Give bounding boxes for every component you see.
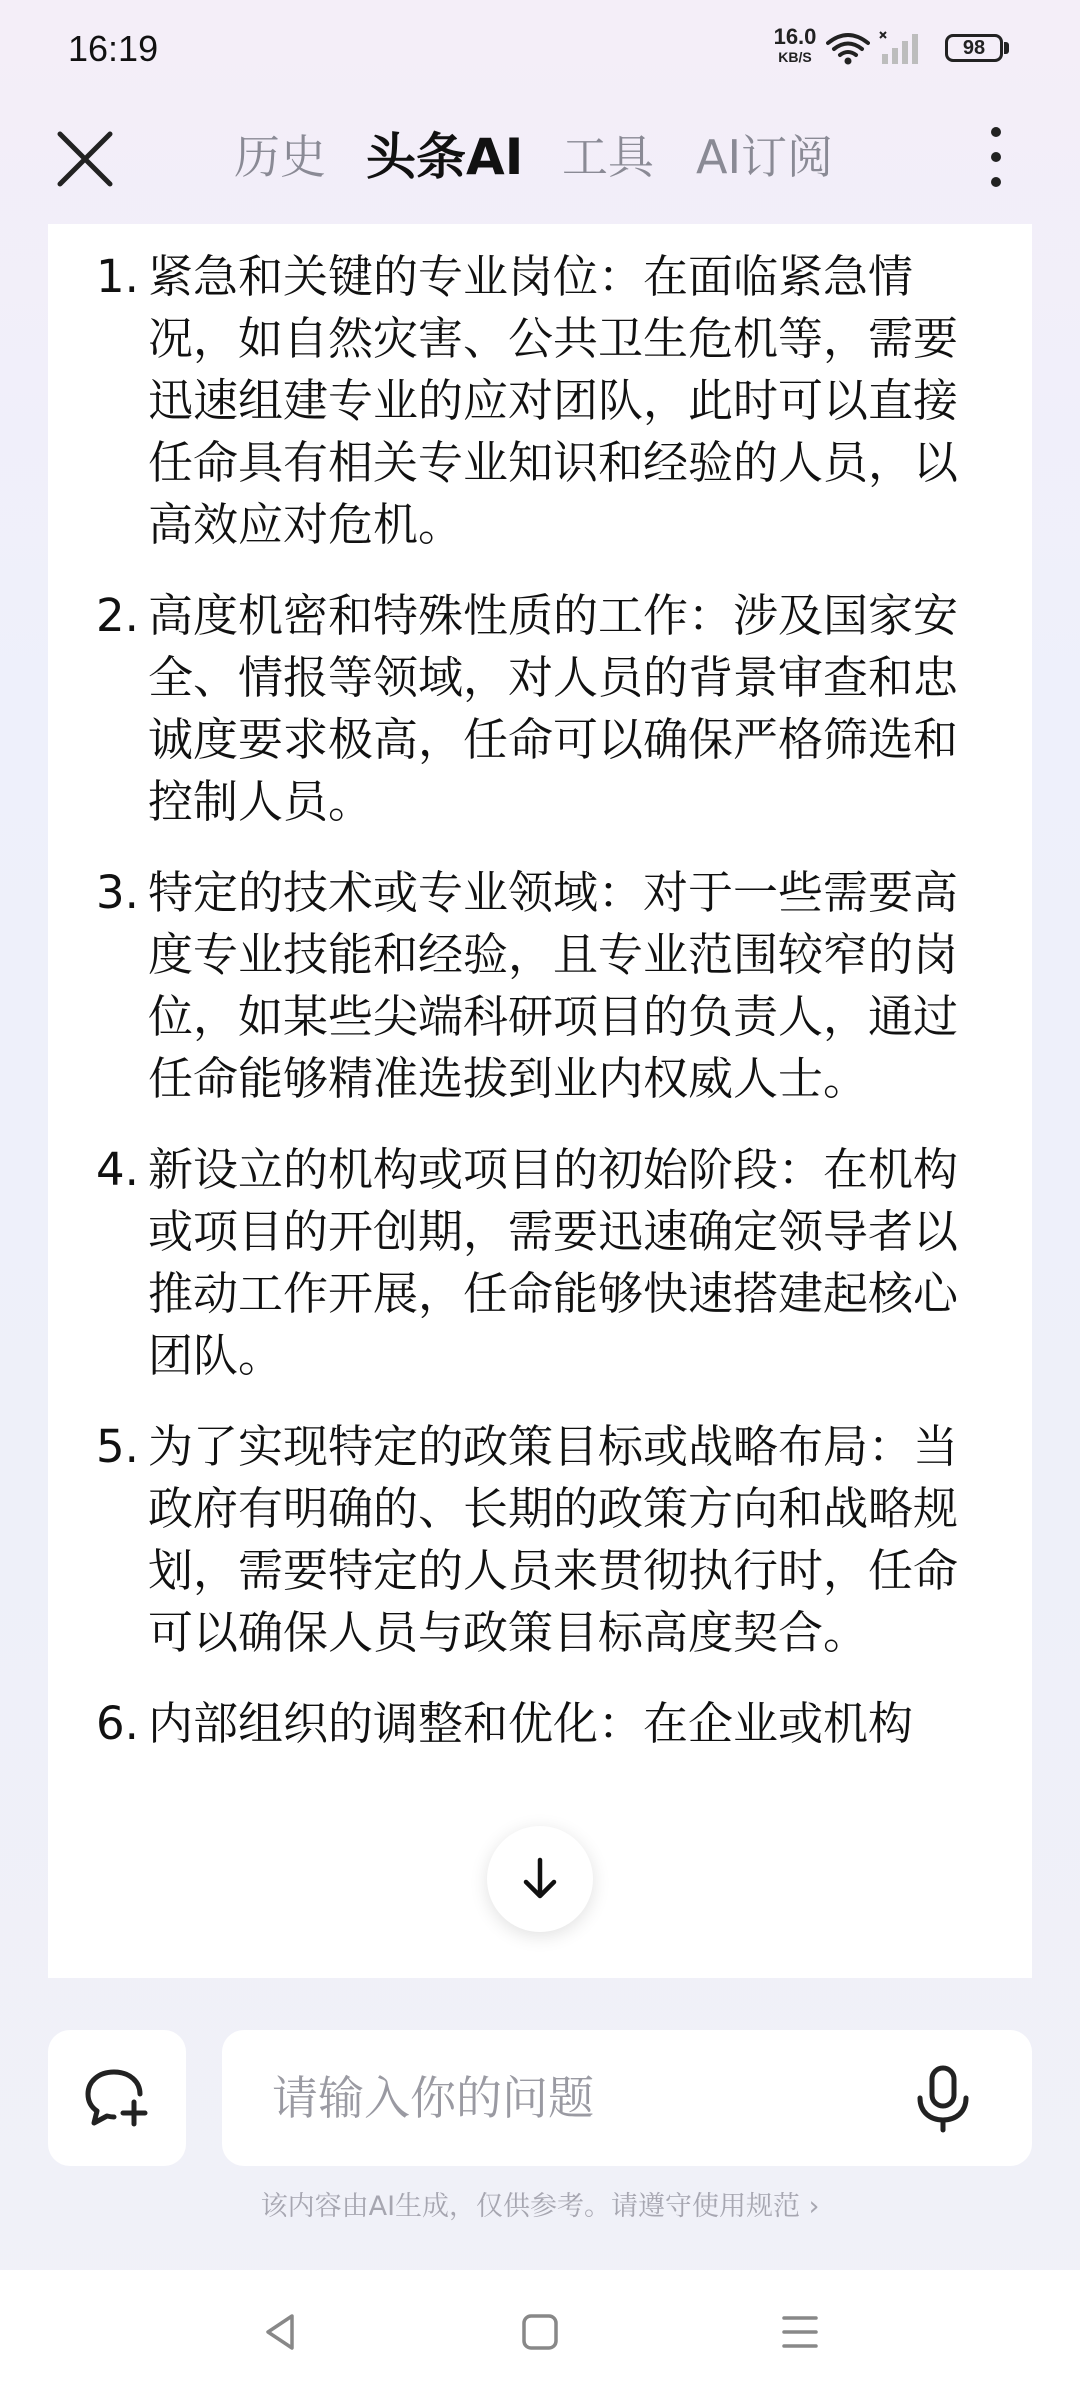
ai-disclaimer[interactable]: 该内容由AI生成，仅供参考。请遵守使用规范 › <box>260 2191 820 2222</box>
list-item-number: 1. <box>96 250 139 303</box>
question-input[interactable] <box>222 2030 1032 2166</box>
scroll-to-bottom-button[interactable] <box>487 1826 593 1932</box>
arrow-down-icon <box>515 1854 565 1904</box>
home-square-icon[interactable] <box>510 2302 570 2362</box>
battery-indicator: 98 <box>945 34 1003 62</box>
status-time: 16:19 <box>68 28 159 69</box>
answer-list <box>48 224 1032 1755</box>
list-item-text: 为了实现特定的政策目标或战略布局：当政府有明确的、长期的政策方向和战略规划，需要特定的人员来贯彻执行时，任命可以确保人员与政策目标高度契合。 <box>148 1420 959 1659</box>
new-chat-icon <box>82 2066 152 2130</box>
nav-tabs <box>0 122 1080 192</box>
list-item-text: 高度机密和特殊性质的工作：涉及国家安全、情报等领域，对人员的背景审查和忠诚度要求极高，任命可以确保严格筛选和控制人员。 <box>148 589 959 828</box>
microphone-icon[interactable] <box>908 2064 978 2134</box>
list-item-number: 2. <box>96 589 139 642</box>
tab-history[interactable]: 历史 <box>234 130 326 184</box>
list-item <box>48 1139 1032 1387</box>
list-item-number: 6. <box>96 1697 139 1750</box>
recents-menu-icon[interactable] <box>770 2302 830 2362</box>
list-item <box>48 862 1032 1110</box>
list-item-text: 新设立的机构或项目的初始阶段：在机构或项目的开创期，需要迅速确定领导者以推动工作开展，任命能够快速搭建起核心团队。 <box>148 1143 959 1382</box>
system-navigation-bar <box>0 2270 1080 2400</box>
list-item-number: 4. <box>96 1143 139 1196</box>
tab-tools[interactable]: 工具 <box>562 130 654 184</box>
tab-ai-subscription[interactable]: AI订阅 <box>696 130 834 184</box>
list-item-text: 紧急和关键的专业岗位：在面临紧急情况，如自然灾害、公共卫生危机等，需要迅速组建专业的应对团队，此时可以直接任命具有相关专业知识和经验的人员，以高效应对危机。 <box>148 250 959 551</box>
list-item <box>48 585 1032 833</box>
battery-tip <box>1004 42 1009 54</box>
network-speed <box>768 26 822 64</box>
tab-toutiao-ai[interactable]: 头条AI <box>366 128 524 186</box>
list-item-number: 3. <box>96 866 139 919</box>
list-item-number: 5. <box>96 1420 139 1473</box>
list-item <box>48 1416 1032 1664</box>
answer-card <box>48 224 1032 1978</box>
more-vertical-icon[interactable] <box>976 122 1016 192</box>
list-item-text: 内部组织的调整和优化：在企业或机构 <box>148 1697 914 1750</box>
new-chat-button[interactable] <box>48 2030 186 2166</box>
network-speed-unit: KB/S <box>778 49 812 65</box>
signal-icon <box>878 30 928 66</box>
list-item <box>48 246 1032 556</box>
status-bar <box>0 0 1080 100</box>
network-speed-value: 16.0 <box>773 24 817 49</box>
wifi-icon <box>826 32 870 66</box>
question-input-placeholder: 请输入你的问题 <box>272 2071 594 2125</box>
list-item <box>48 1693 1032 1755</box>
list-item-text: 特定的技术或专业领域：对于一些需要高度专业技能和经验，且专业范围较窄的岗位，如某些尖端科研项目的负责人，通过任命能够精准选拔到业内权威人士。 <box>148 866 959 1105</box>
back-triangle-icon[interactable] <box>250 2302 310 2362</box>
